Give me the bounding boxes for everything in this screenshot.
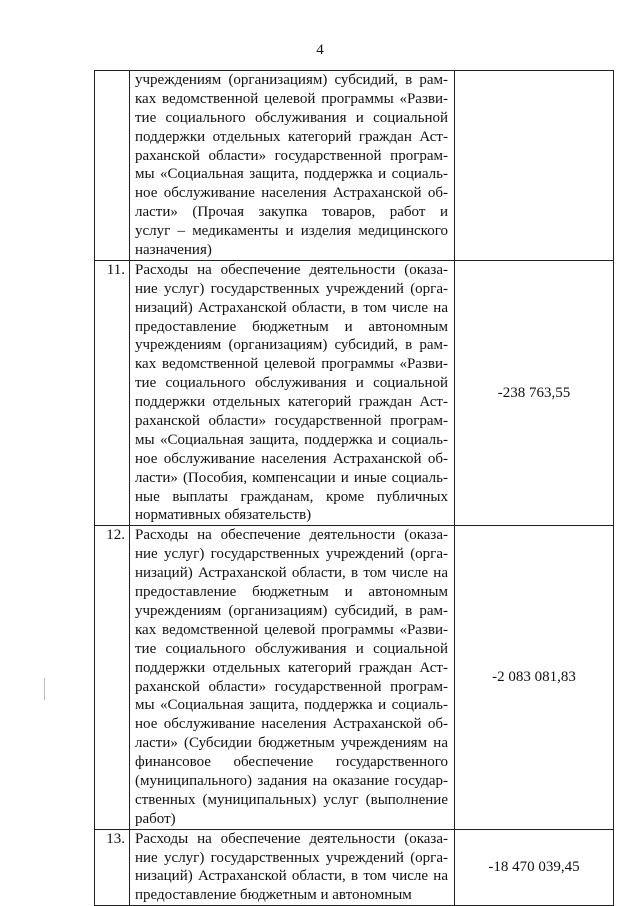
- description-line: низаций) Астраханской области, в том числе на: [135, 299, 448, 316]
- table-row: [95, 526, 614, 829]
- page-number: 4: [316, 42, 324, 58]
- description-line: услуг – медикаменты и изделия медицинского: [135, 223, 448, 240]
- description-line: учреждениям (организациям) субсидий, в рам-: [135, 602, 448, 619]
- budget-table-body: [95, 71, 614, 906]
- description-line: раханской области» государственной програм-: [135, 413, 448, 430]
- row-description: [130, 260, 455, 525]
- description-line: ках ведомственной целевой программы «Разви-: [135, 356, 448, 373]
- description-line: мы «Социальная защита, поддержка и социаль-: [135, 697, 448, 714]
- row-number: 11.: [95, 260, 130, 525]
- row-amount: [455, 71, 614, 261]
- description-line: низаций) Астраханской области, в том числе на: [135, 868, 448, 885]
- table-row: [95, 260, 614, 525]
- description-line: поддержки отдельных категорий граждан Аст-: [135, 128, 448, 145]
- description-line: предоставление бюджетным и автономным: [135, 318, 448, 335]
- description-line: ласти» (Прочая закупка товаров, работ и: [135, 204, 448, 221]
- description-line: поддержки отдельных категорий граждан Аст-: [135, 659, 448, 676]
- description-line: ние услуг) государственных учреждений (орга-: [135, 280, 448, 297]
- description-line: раханской области» государственной програм-: [135, 147, 448, 164]
- description-line: учреждениям (организациям) субсидий, в рам-: [135, 72, 448, 88]
- row-amount: -18 470 039,45: [455, 829, 614, 906]
- table-row: [95, 71, 614, 261]
- row-amount: -238 763,55: [455, 260, 614, 525]
- description-line: ласти» (Пособия, компенсации и иные социаль-: [135, 469, 448, 486]
- row-description: [130, 71, 455, 261]
- description-line: ное обслуживание населения Астраханской об-: [135, 716, 448, 733]
- description-line: мы «Социальная защита, поддержка и социаль-: [135, 431, 448, 448]
- description-line: ласти» (Субсидии бюджетным учреждениям на: [135, 735, 448, 752]
- description-line: ные выплаты гражданам, кроме публичных: [135, 488, 448, 505]
- description-line: ние услуг) государственных учреждений (орга-: [135, 849, 448, 866]
- description-line: ное обслуживание населения Астраханской об-: [135, 185, 448, 202]
- description-line: нормативных обязательств): [135, 507, 312, 524]
- description-line: финансовое обеспечение государственного: [135, 754, 448, 771]
- row-amount: -2 083 081,83: [455, 526, 614, 829]
- description-line: тие социального обслуживания и социальной: [135, 109, 448, 126]
- description-line: поддержки отдельных категорий граждан Аст-: [135, 394, 448, 411]
- row-description: [130, 526, 455, 829]
- description-line: ках ведомственной целевой программы «Разви-: [135, 90, 448, 107]
- description-line: мы «Социальная защита, поддержка и социаль-: [135, 166, 448, 183]
- row-description: [130, 829, 455, 906]
- description-line: тие социального обслуживания и социальной: [135, 375, 448, 392]
- description-line: предоставление бюджетным и автономным: [135, 584, 448, 601]
- description-line: Расходы на обеспечение деятельности (оказа-: [135, 830, 448, 847]
- row-number: [95, 71, 130, 261]
- description-line: учреждениям (организациям) субсидий, в рам-: [135, 337, 448, 354]
- budget-table: [94, 70, 614, 906]
- description-line: (муниципального) задания на оказание государ-: [135, 772, 448, 789]
- description-line: Расходы на обеспечение деятельности (оказа-: [135, 527, 448, 544]
- description-line: ние услуг) государственных учреждений (орга-: [135, 546, 448, 563]
- description-line: назначения): [135, 242, 212, 259]
- description-line: раханской области» государственной програм-: [135, 678, 448, 695]
- row-number: 12.: [95, 526, 130, 829]
- description-line: ное обслуживание населения Астраханской об-: [135, 450, 448, 467]
- description-line: предоставление бюджетным и автономным: [135, 887, 412, 904]
- row-number: 13.: [95, 829, 130, 906]
- description-line: ственных (муниципальных) услуг (выполнение: [135, 791, 448, 808]
- description-line: работ): [135, 810, 176, 827]
- description-line: ках ведомственной целевой программы «Разви-: [135, 621, 448, 638]
- table-row: [95, 829, 614, 906]
- description-line: тие социального обслуживания и социальной: [135, 640, 448, 657]
- description-line: низаций) Астраханской области, в том числе на: [135, 565, 448, 582]
- description-line: Расходы на обеспечение деятельности (оказа-: [135, 261, 448, 278]
- scan-margin-mark: [44, 678, 45, 700]
